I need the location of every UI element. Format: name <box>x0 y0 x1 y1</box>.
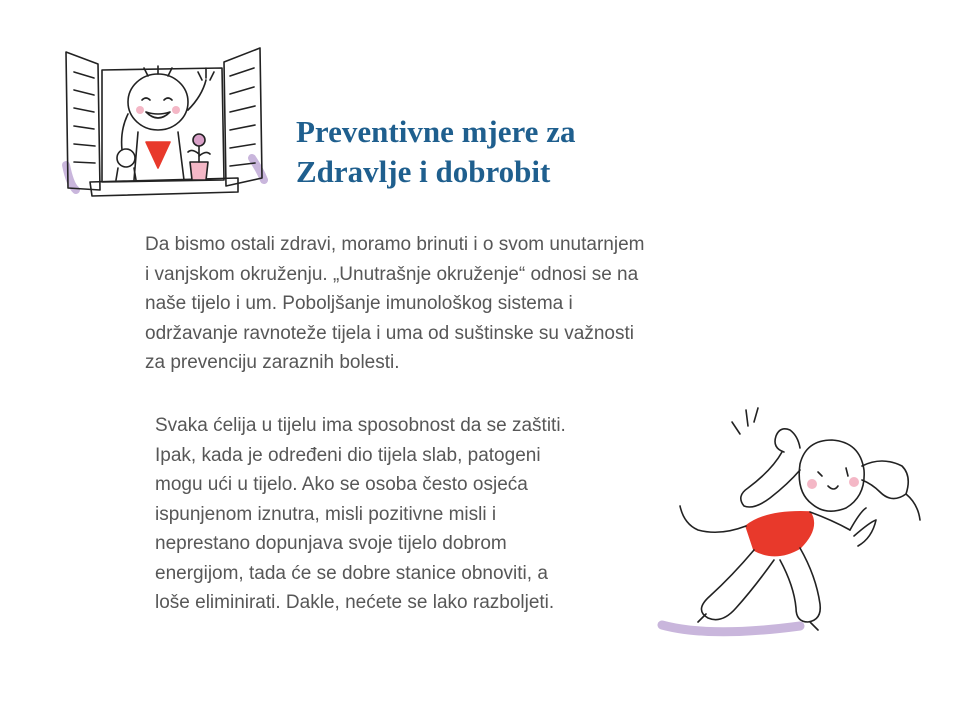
paragraph-line: loše eliminirati. Dakle, nećete se lako razboljeti. <box>155 592 555 613</box>
paragraph-line: ispunjenom iznutra, misli pozitivne misli i <box>155 503 497 525</box>
paragraph-line: Ipak, kada je određeni dio tijela slab, patogeni <box>155 444 541 466</box>
slide-title <box>296 112 756 192</box>
paragraph-line: neprestano dopunjava svoje tijelo dobrom <box>155 533 507 554</box>
paragraph-line: Svaka ćelija u tijelu ima sposobnost da se zaštiti. <box>155 415 566 436</box>
paragraph-line: mogu ući u tijelo. Ako se osoba često osjeća <box>155 474 528 495</box>
title-line: Preventivne mjere za <box>296 114 576 149</box>
paragraph-line: i vanjskom okruženju. „Unutrašnje okruženje“ odnosi se na <box>145 263 639 285</box>
paragraph-line: za prevenciju zaraznih bolesti. <box>145 352 400 373</box>
paragraph-line: Da bismo ostali zdravi, moramo brinuti i o svom unutarnjem <box>145 234 645 255</box>
paragraph-line: naše tijelo i um. Poboljšanje imunološkog sistema i <box>145 293 573 314</box>
title-line: Zdravlje i dobrobit <box>296 154 551 189</box>
paragraph-line: održavanje ravnoteže tijela i uma od suštinske su važnosti <box>145 322 634 344</box>
energetic-person-illustration <box>650 400 940 645</box>
paragraph-line: energijom, tada će se dobre stanice obnoviti, a <box>155 562 548 584</box>
window-illustration <box>56 40 276 210</box>
intro-paragraph <box>145 230 785 378</box>
cell-protection-paragraph <box>155 411 675 618</box>
